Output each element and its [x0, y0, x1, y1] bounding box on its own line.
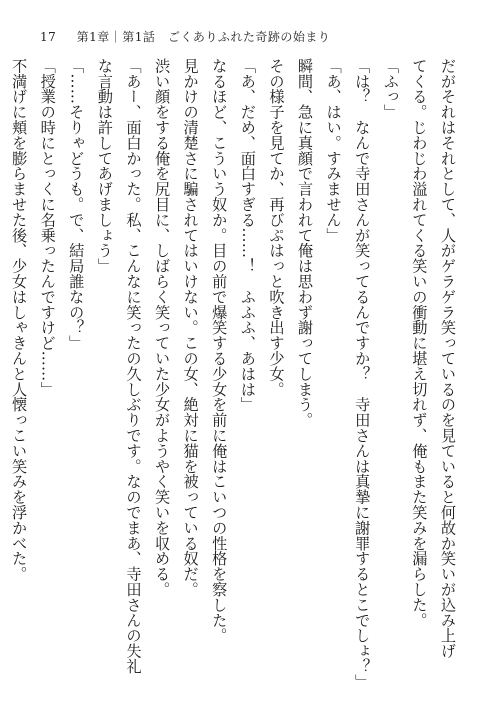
text-line: 「ふっ」 [381, 58, 400, 120]
text-line: 「あ、だめ、面白すぎる……！ ふふふ、あはは」 [238, 58, 257, 413]
text-line [0, 58, 5, 668]
text-line: な言動は許してあげましょう」 [95, 58, 114, 274]
running-header [40, 28, 330, 45]
text-line: 見かけの清楚さに騙されてはいけない。この女、絶対に猫を被っている奴だ。 [181, 58, 200, 597]
page-number: 17 [40, 30, 57, 44]
text-line: 渋い顔をする俺を尻目に、しばらく笑っていた少女がようやく笑いを収める。 [153, 58, 172, 597]
text-line: てくる。じわじわ溢れてくる笑いの衝動に堪え切れず、俺もまた笑みを漏らした。 [410, 58, 429, 628]
text-line: 「あ、はい。すみません」 [324, 58, 343, 243]
text-line: 「授業の時にとっくに名乗ったんですけど……」 [38, 58, 57, 397]
text-line: 不満げに頬を膨らませた後、少女はしゃきんと人懐っこい笑みを浮かべた。 [10, 58, 29, 582]
text-line: 「あー、面白かった。私、こんなに笑ったの久しぶりです。なのでまあ、寺田さんの失礼 [124, 58, 143, 674]
text-line: 瞬間、急に真顔で言われて俺は思わず謝ってしまう。 [296, 58, 315, 428]
text-line: その様子を見てか、再びぷはっと吹き出す少女。 [267, 58, 286, 397]
text-line: なるほど、こういう奴か。目の前で爆笑する少女を前に俺はこいつの性格を察した。 [210, 58, 229, 644]
text-line: 「は？ なんで寺田さんが笑ってるんですか？ 寺田さんは真摯に謝罪するとこでしょ？」 [353, 58, 372, 690]
vertical-body-text [0, 58, 462, 690]
chapter-title: 第1章｜第1話 ごくありふれた奇跡の始まり [76, 30, 331, 44]
text-line: 「……そりゃどうも。で、結局誰なの？」 [67, 58, 86, 351]
text-line: だがそれはそれとして、人がゲラゲラ笑っているのを見ていると何故か笑いが込み上げ [439, 58, 457, 659]
